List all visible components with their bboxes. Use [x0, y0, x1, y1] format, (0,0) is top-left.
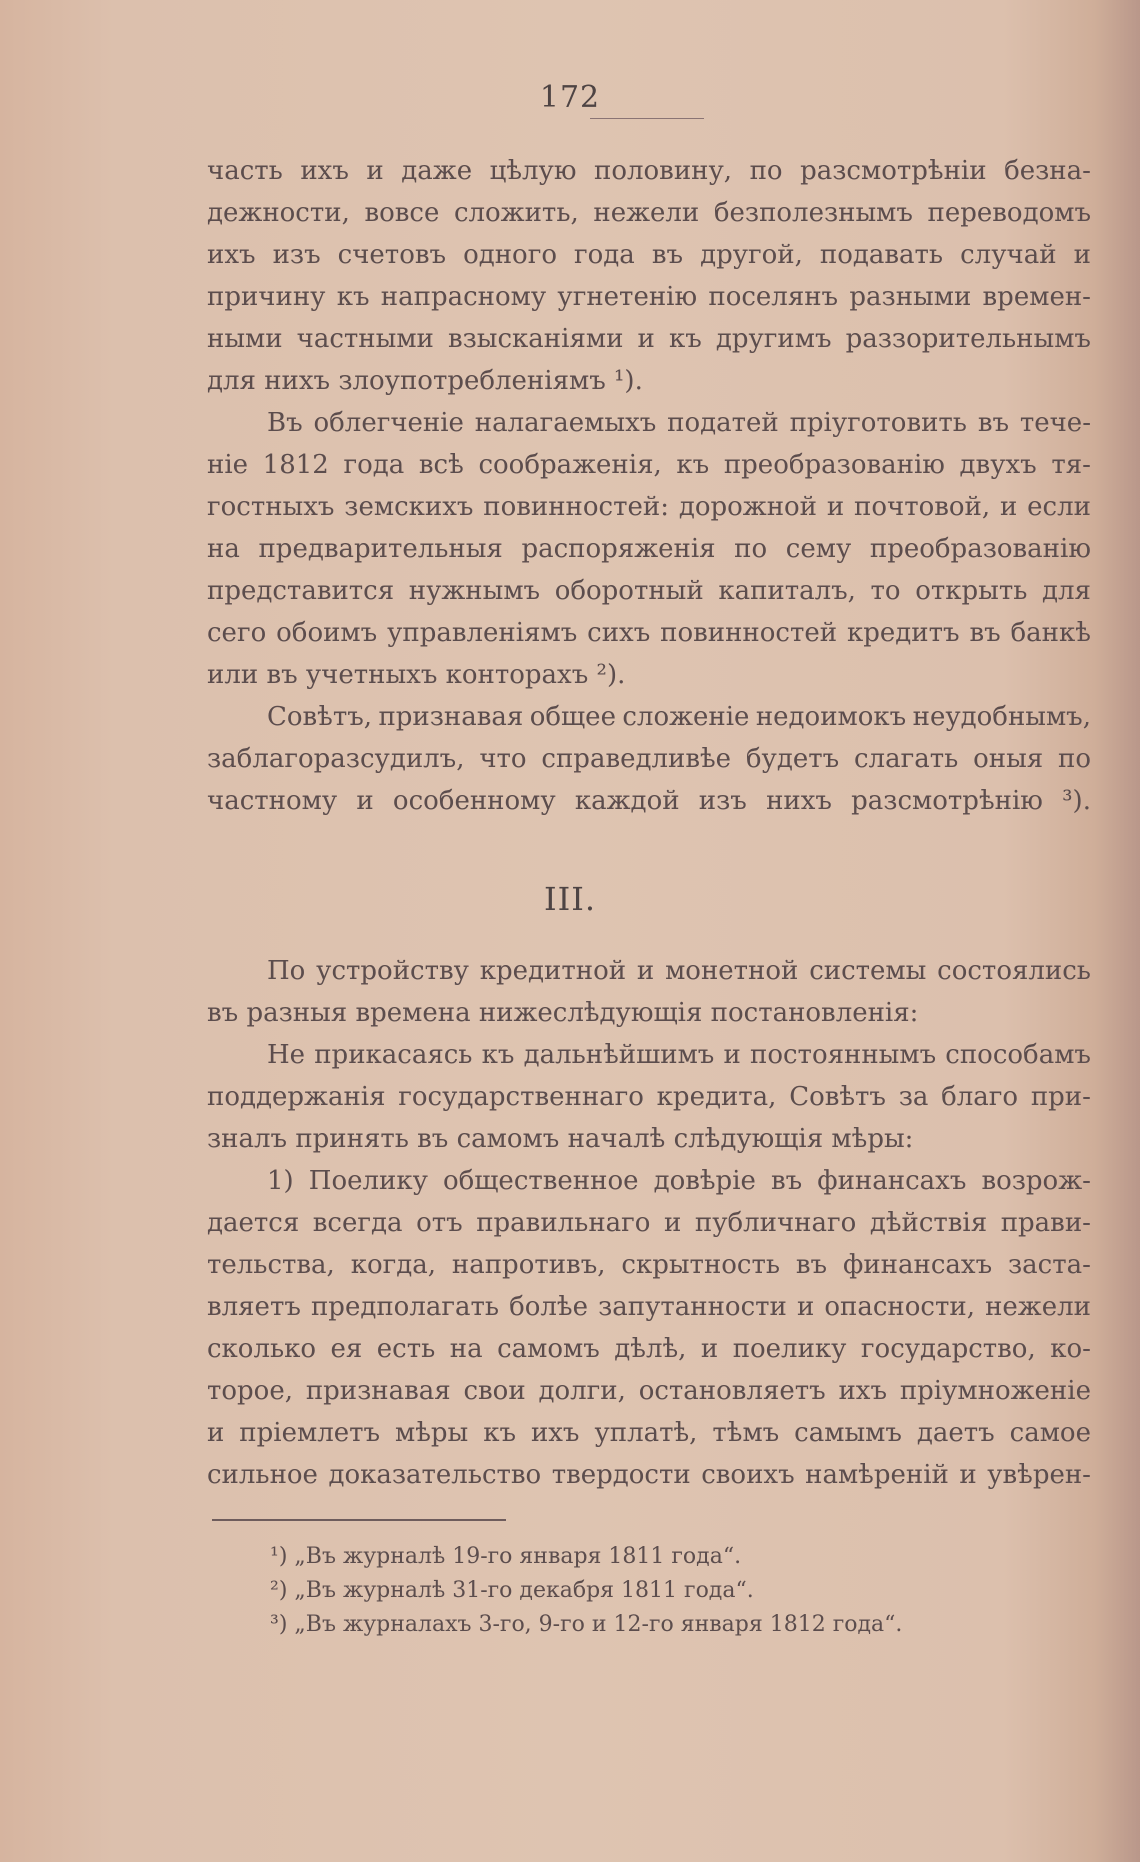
text-line: на предварительныя распоряженія по сему преобразованію — [207, 534, 1091, 564]
footnote: ³) „Въ журналахъ 3-го, 9-го и 12-го января 1812 года“. — [270, 1612, 903, 1637]
page-number-rule — [590, 118, 704, 119]
text-line: частному и особенному каждой изъ нихъ разсмотрѣнію ³). — [207, 786, 1091, 816]
footnotes — [270, 1540, 1090, 1642]
page-number: 172 — [539, 80, 601, 115]
text-line: поддержанія государственнаго кредита, Совѣтъ за благо при- — [207, 1082, 1091, 1112]
text-line: для нихъ злоупотребленіямъ ¹). — [207, 366, 643, 396]
text-line: гостныхъ земскихъ повинностей: дорожной и почтовой, и если — [207, 492, 1091, 522]
footnote-rule — [212, 1519, 506, 1521]
text-line: или въ учетныхъ конторахъ ²). — [207, 660, 626, 690]
text-line: сильное доказательство твердости своихъ намѣреній и увѣрен- — [207, 1460, 1091, 1490]
text-line: По устройству кредитной и монетной системы состоялись — [267, 956, 1091, 986]
text-line: зналъ принять въ самомъ началѣ слѣдующія мѣры: — [207, 1124, 914, 1154]
text-line: дежности, вовсе сложить, нежели безполезнымъ переводомъ — [207, 198, 1091, 228]
text-line: ніе 1812 года всѣ соображенія, къ преобразованію двухъ тя- — [207, 450, 1091, 480]
text-line: причину къ напрасному угнетенію поселянъ разными времен- — [207, 282, 1091, 312]
text-line: заблагоразсудилъ, что справедливѣе будетъ слагать оныя по — [207, 744, 1091, 774]
text-line: Въ облегченіе налагаемыхъ податей пріуготовить въ тече- — [267, 408, 1091, 438]
text-block-1 — [207, 150, 1091, 822]
text-line: и пріемлетъ мѣры къ ихъ уплатѣ, тѣмъ самымъ даетъ самое — [207, 1418, 1091, 1448]
text-line: ихъ изъ счетовъ одного года въ другой, подавать случай и — [207, 240, 1091, 270]
text-line: сего обоимъ управленіямъ сихъ повинностей кредитъ въ банкѣ — [207, 618, 1091, 648]
footnote: ²) „Въ журналѣ 31-го декабря 1811 года“. — [270, 1578, 754, 1603]
text-line: представится нужнымъ оборотный капиталъ, то открыть для — [207, 576, 1091, 606]
text-line: въ разныя времена нижеслѣдующія постановленія: — [207, 998, 919, 1028]
text-line: вляетъ предполагать болѣе запутанности и опасности, нежели — [207, 1292, 1091, 1322]
text-line: тельства, когда, напротивъ, скрытность въ финансахъ заста- — [207, 1250, 1091, 1280]
text-line: торое, признавая свои долги, остановляетъ ихъ пріумноженіе — [207, 1376, 1091, 1406]
footnote: ¹) „Въ журналѣ 19-го января 1811 года“. — [270, 1544, 742, 1569]
text-block-2 — [207, 950, 1091, 1496]
text-line: сколько ея есть на самомъ дѣлѣ, и поелику государство, ко- — [207, 1334, 1091, 1364]
text-line: Не прикасаясь къ дальнѣйшимъ и постояннымъ способамъ — [267, 1040, 1091, 1070]
section-heading: III. — [543, 880, 597, 918]
text-line: часть ихъ и даже цѣлую половину, по разсмотрѣніи безна- — [207, 156, 1091, 186]
text-line: дается всегда отъ правильнаго и публичнаго дѣйствія прави- — [207, 1208, 1091, 1238]
text-line: ными частными взысканіями и къ другимъ раззорительнымъ — [207, 324, 1091, 354]
text-line: 1) Поелику общественное довѣріе въ финансахъ возрож- — [267, 1166, 1091, 1196]
text-line: Совѣтъ, признавая общее сложеніе недоимокъ неудобнымъ, — [267, 702, 1091, 732]
